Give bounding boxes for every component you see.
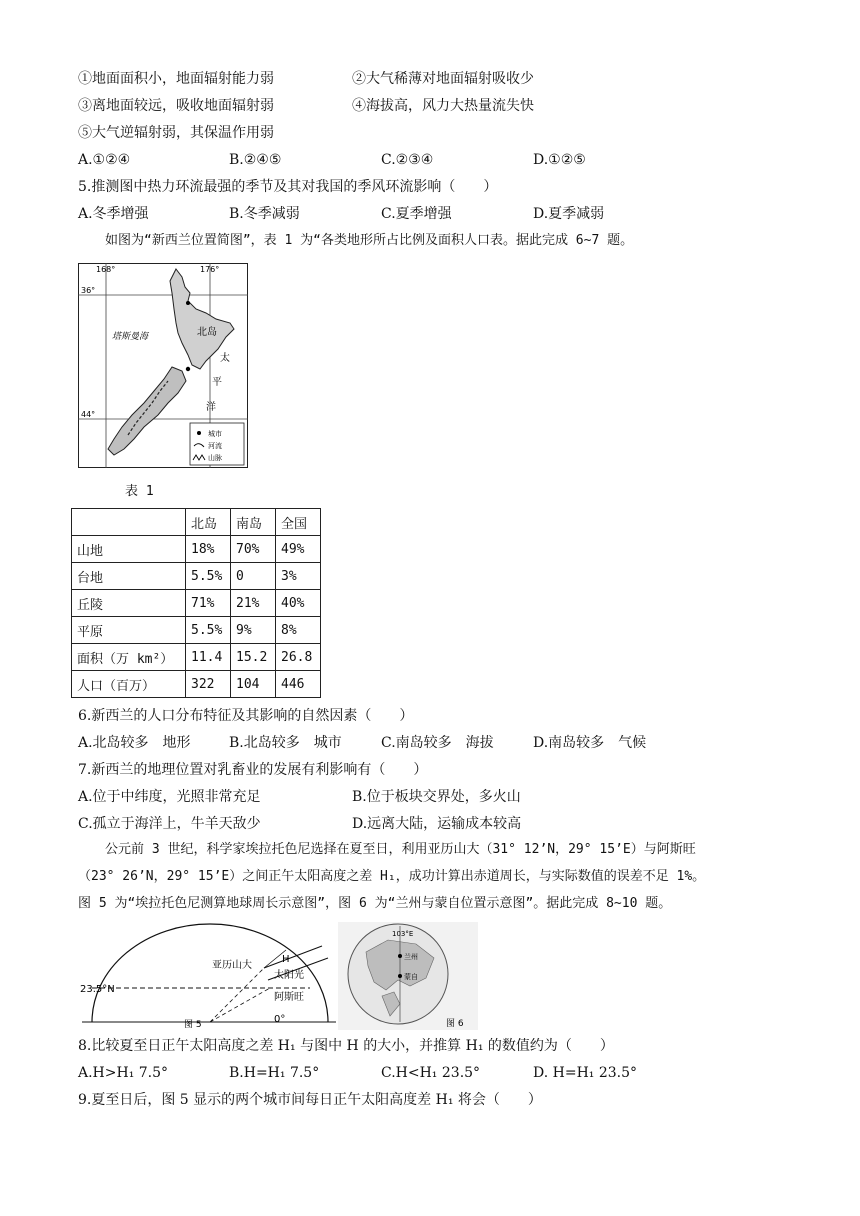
q9-stem: 9.夏至日后，图 5 显示的两个城市间每日正午太阳高度差 H₁ 将会（ ）	[78, 1092, 542, 1108]
table-cell: 26.8	[276, 644, 321, 671]
table-cell: 71%	[186, 590, 231, 617]
mengzi-marker	[398, 974, 402, 978]
q7-option-c[interactable]: C.孤立于海洋上，牛羊天敌少	[78, 816, 261, 832]
table-cell: 70%	[231, 536, 276, 563]
table-cell: 面积（万 km²）	[72, 644, 186, 671]
table-cell: 104	[231, 671, 276, 698]
q5-option-d[interactable]: D.夏季减弱	[533, 206, 605, 222]
table-cell: 8%	[276, 617, 321, 644]
table-header-row	[72, 509, 321, 536]
sunlight-ray	[264, 946, 322, 968]
table-caption: 表 1	[125, 484, 154, 499]
q8-option-b[interactable]: B.H=H₁ 7.5°	[229, 1065, 320, 1081]
table-row	[72, 563, 321, 590]
q4-statement-5: ⑤大气逆辐射弱，其保温作用弱	[78, 125, 274, 141]
table-row	[72, 536, 321, 563]
q7-stem: 7.新西兰的地理位置对乳畜业的发展有利影响有（ ）	[78, 762, 428, 778]
table-cell: 15.2	[231, 644, 276, 671]
figure-5-caption: 图 5	[184, 1020, 202, 1030]
q4-statement-1: ①地面面积小，地面辐射能力弱	[78, 71, 274, 87]
figure-5-eratosthenes-diagram	[78, 922, 340, 1030]
aswan-label: 阿斯旺	[274, 992, 304, 1003]
q5-option-a[interactable]: A.冬季增强	[78, 206, 149, 222]
mengzi-label: 蒙自	[404, 973, 418, 981]
equator-0-label: 0°	[274, 1014, 286, 1025]
sunlight-label: 太阳光	[274, 970, 304, 981]
q8-option-a[interactable]: A.H>H₁ 7.5°	[78, 1065, 169, 1081]
table-cell: 人口（百万）	[72, 671, 186, 698]
table-cell: 11.4	[186, 644, 231, 671]
table-cell: 平原	[72, 617, 186, 644]
q8-stem: 8.比较夏至日正午太阳高度之差 H₁ 与图中 H 的大小，并推算 H₁ 的数值约为（ ）	[78, 1038, 614, 1054]
north-island-label: 北岛	[197, 327, 217, 338]
table-row	[72, 590, 321, 617]
table-cell: 0	[231, 563, 276, 590]
pacific-label-1: 太	[220, 353, 230, 364]
h-label: H	[282, 954, 290, 965]
q7-option-d[interactable]: D.远离大陆，运输成本较高	[352, 816, 522, 832]
intro-q8-10-line3: 图 5 为“埃拉托色尼测算地球周长示意图”，图 6 为“兰州与蒙自位置示意图”。据此完成 8~10 题。	[78, 896, 672, 911]
q4-statement-4: ④海拔高，风力大热量流失快	[352, 98, 534, 114]
q4-statement-3: ③离地面较远，吸收地面辐射弱	[78, 98, 274, 114]
table-row	[72, 671, 321, 698]
legend-river: 河流	[208, 442, 222, 450]
q7-option-a[interactable]: A.位于中纬度，光照非常充足	[78, 789, 261, 805]
table-header-cell: 北岛	[186, 509, 231, 536]
tasman-sea-label: 塔斯曼海	[112, 332, 149, 342]
table-cell: 5.5%	[186, 617, 231, 644]
lanzhou-marker	[398, 954, 402, 958]
q5-option-b[interactable]: B.冬季减弱	[229, 206, 300, 222]
table-header-cell: 南岛	[231, 509, 276, 536]
table-cell: 山地	[72, 536, 186, 563]
table-cell: 3%	[276, 563, 321, 590]
table-cell: 40%	[276, 590, 321, 617]
legend-city: 城市	[208, 430, 222, 438]
lon-176-label: 176°	[200, 265, 220, 274]
table-row	[72, 644, 321, 671]
city-marker	[186, 367, 190, 371]
q4-option-b[interactable]: B.②④⑤	[229, 152, 282, 168]
lat-36-label: 36°	[81, 286, 96, 295]
table-cell: 18%	[186, 536, 231, 563]
tropic-label: 23.5°N	[80, 984, 115, 995]
lon-168-label: 168°	[96, 265, 116, 274]
table-row	[72, 617, 321, 644]
table-cell: 21%	[231, 590, 276, 617]
meridian-label: 103°E	[392, 930, 414, 938]
intro-q8-10-line2: （23° 26’N，29° 15’E）之间正午太阳高度之差 H₁，成功计算出赤道周长，与实际数值的误差不足 1%。	[78, 869, 706, 884]
table-cell: 446	[276, 671, 321, 698]
legend-mountain: 山脉	[208, 454, 222, 462]
lanzhou-label: 兰州	[404, 953, 418, 961]
q6-option-d[interactable]: D.南岛较多 气候	[533, 735, 647, 751]
q4-option-d[interactable]: D.①②⑤	[533, 152, 586, 168]
table-cell: 5.5%	[186, 563, 231, 590]
city-marker-north	[186, 301, 190, 305]
q6-option-a[interactable]: A.北岛较多 地形	[78, 735, 191, 751]
q5-option-c[interactable]: C.夏季增强	[381, 206, 452, 222]
pacific-label-2: 平	[212, 377, 222, 388]
new-zealand-map	[78, 263, 248, 468]
q6-option-b[interactable]: B.北岛较多 城市	[229, 735, 342, 751]
q4-option-a[interactable]: A.①②④	[78, 152, 131, 168]
q4-statement-2: ②大气稀薄对地面辐射吸收少	[352, 71, 534, 87]
terrain-population-table	[71, 508, 321, 698]
table-cell: 322	[186, 671, 231, 698]
q8-option-c[interactable]: C.H<H₁ 23.5°	[381, 1065, 481, 1081]
q4-option-c[interactable]: C.②③④	[381, 152, 434, 168]
q5-stem: 5.推测图中热力环流最强的季节及其对我国的季风环流影响（ ）	[78, 179, 498, 195]
lat-44-label: 44°	[81, 410, 96, 419]
table-cell: 丘陵	[72, 590, 186, 617]
intro-q8-10-line1: 公元前 3 世纪，科学家埃拉托色尼选择在夏至日，利用亚历山大（31° 12’N，29° 15’E）与阿斯旺	[105, 842, 696, 857]
table-header-cell: 全国	[276, 509, 321, 536]
q6-option-c[interactable]: C.南岛较多 海拔	[381, 735, 494, 751]
table-cell: 9%	[231, 617, 276, 644]
q7-option-b[interactable]: B.位于板块交界处，多火山	[352, 789, 521, 805]
alexandria-label: 亚历山大	[212, 960, 252, 971]
q6-stem: 6.新西兰的人口分布特征及其影响的自然因素（ ）	[78, 708, 414, 724]
table-cell: 49%	[276, 536, 321, 563]
q8-option-d[interactable]: D. H=H₁ 23.5°	[533, 1065, 638, 1081]
table-cell: 台地	[72, 563, 186, 590]
table-header-cell	[72, 509, 186, 536]
pacific-label-3: 洋	[206, 402, 216, 413]
figure-6-caption: 图 6	[446, 1019, 464, 1029]
figure-6-globe	[338, 922, 478, 1030]
intro-q6-7: 如图为“新西兰位置简图”，表 1 为“各类地形所占比例及面积人口表。据此完成 6~7 题。	[105, 233, 634, 248]
